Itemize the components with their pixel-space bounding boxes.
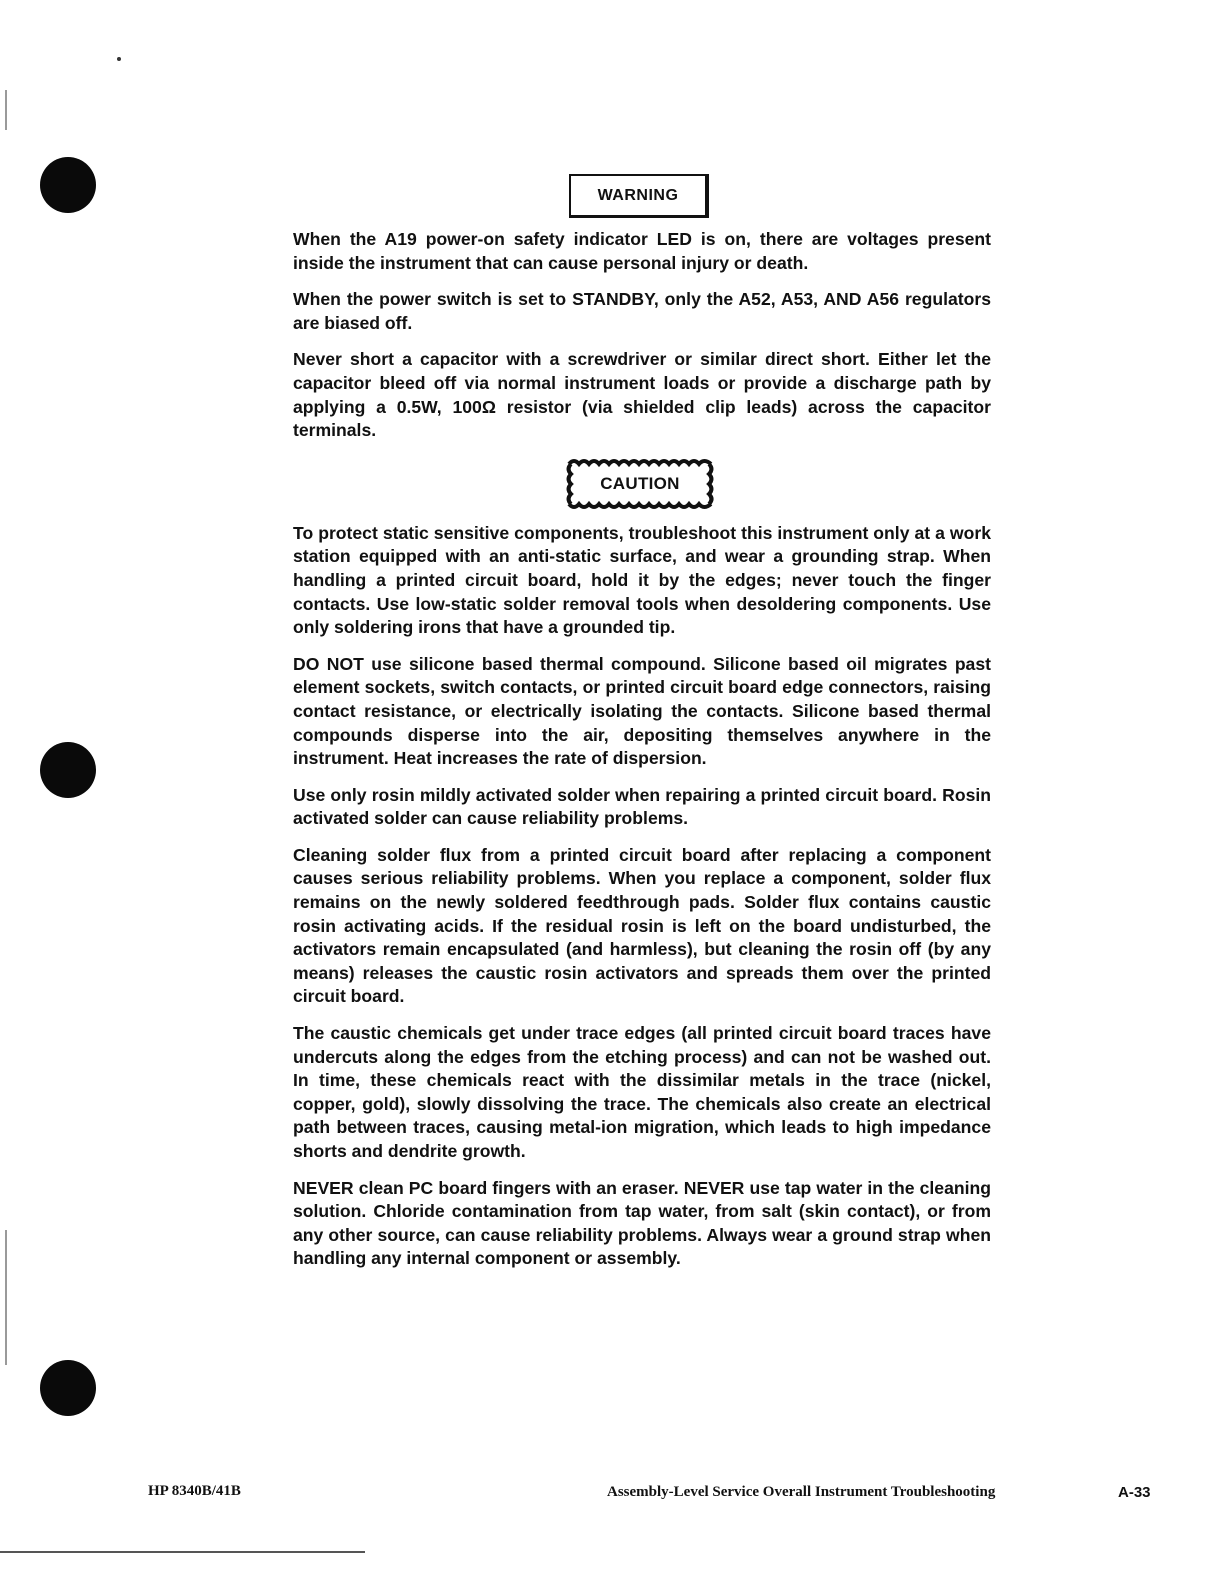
speck	[117, 57, 121, 61]
caution-header	[293, 456, 991, 518]
footer-page-number: A-33	[1118, 1484, 1151, 1501]
warning-label: WARNING	[569, 174, 709, 218]
caution-paragraph-1: To protect static sensitive components, troubleshoot this instrument only at a work station equipped with an anti-static surface, and wear a grounding strap. When handling a printed circuit board, hold it by the edges; never touch the finger contacts. Use low-static solder removal tools when desoldering components. Use only soldering irons that have a grounded tip.	[293, 522, 991, 638]
caution-paragraph-3: Use only rosin mildly activated solder when repairing a printed circuit board. Rosin activated solder can cause reliability problems.	[293, 784, 991, 829]
caution-label: CAUTION	[600, 473, 680, 493]
page-content	[293, 170, 991, 1284]
margin-line-bottom	[5, 1230, 7, 1365]
footer-model: HP 8340B/41B	[148, 1483, 241, 1499]
caution-paragraph-2: DO NOT use silicone based thermal compound. Silicone based oil migrates past element sockets, switch contacts, or printed circuit board edge connectors, raising contact resistance, or electrically isolating the contacts. Silicone based thermal compounds disperse into the air, depositing themselves anywhere in the instrument. Heat increases the rate of dispersion.	[293, 653, 991, 769]
footer-title: Assembly-Level Service Overall Instrument Troubleshooting	[607, 1484, 996, 1500]
caution-paragraph-4: Cleaning solder flux from a printed circuit board after replacing a component causes serious reliability problems. When you replace a component, solder flux remains on the newly soldered feedthrough pads. Solder flux contains caustic rosin activating acids. If the residual rosin is left on the board undisturbed, the activators remain encapsulated (and harmless), but cleaning the rosin off (by any means) releases the caustic rosin activators and spreads them over the printed circuit board.	[293, 844, 991, 1007]
caution-paragraph-6: NEVER clean PC board fingers with an eraser. NEVER use tap water in the cleaning solution. Chloride contamination from tap water, from salt (skin contact), or from any other source, can cause reliability problems. Always wear a ground strap when handling any internal component or assembly.	[293, 1177, 991, 1269]
warning-paragraph-1: When the A19 power-on safety indicator LED is on, there are voltages present inside the instrument that can cause personal injury or death.	[293, 229, 991, 273]
binder-hole-top	[40, 157, 96, 213]
bottom-rule	[0, 1551, 365, 1553]
caution-paragraph-5: The caustic chemicals get under trace edges (all printed circuit board traces have undercuts along the edges from the etching process) and can not be washed out. In time, these chemicals react with the dissimilar metals in the trace (nickel, copper, gold), slowly dissolving the trace. The chemicals also create an electrical path between traces, causing metal-ion migration, which leads to high impedance shorts and dendrite growth.	[293, 1023, 991, 1161]
warning-header	[293, 170, 991, 228]
warning-paragraph-3: Never short a capacitor with a screwdriver or similar direct short. Either let the capacitor bleed off via normal instrument loads or provide a discharge path by applying a 0.5W, 100Ω resistor (via shielded clip leads) across the capacitor terminals.	[293, 349, 991, 441]
binder-hole-middle	[40, 742, 96, 798]
binder-hole-bottom	[40, 1360, 96, 1416]
warning-paragraph-2: When the power switch is set to STANDBY, only the A52, A53, AND A56 regulators are biased off.	[293, 289, 991, 333]
margin-line-top	[5, 90, 7, 130]
